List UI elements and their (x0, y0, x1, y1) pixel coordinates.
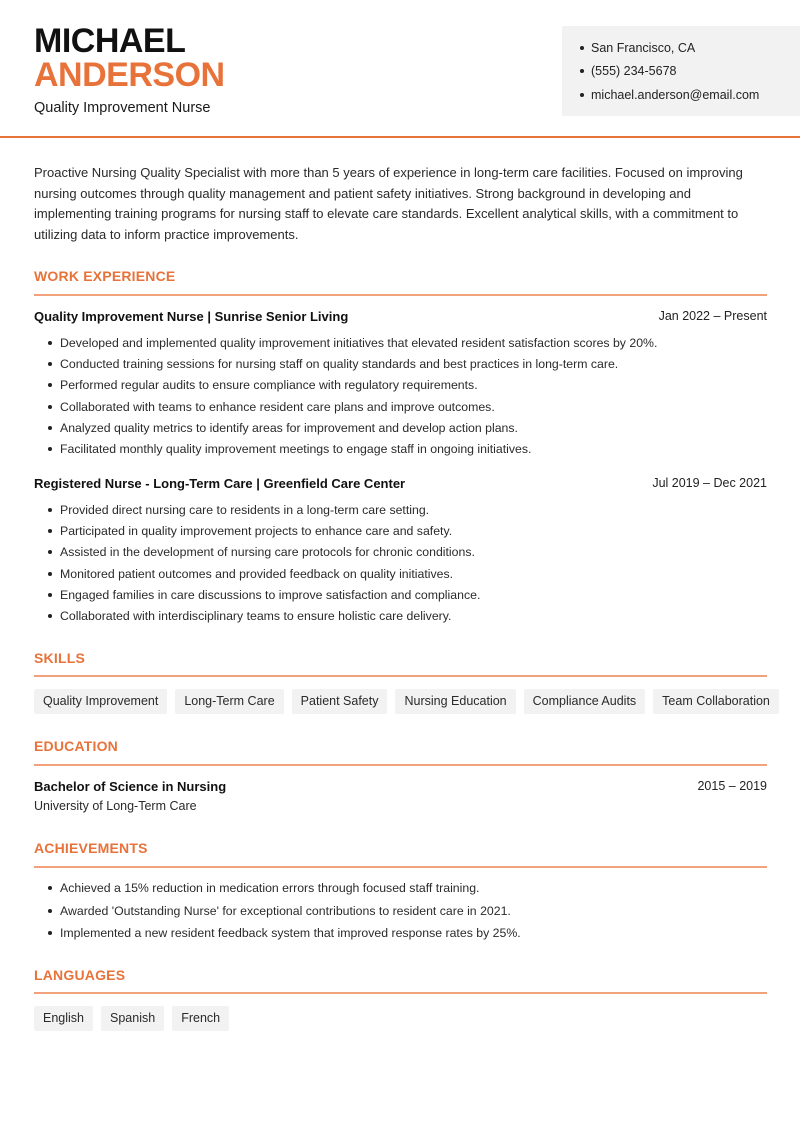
skill-chip: Team Collaboration (653, 689, 779, 714)
language-chip: French (172, 1006, 229, 1031)
job-header (34, 309, 767, 324)
list-item: Analyzed quality metrics to identify areas for improvement and develop action plans. (34, 417, 767, 438)
bullet-icon (580, 46, 584, 50)
skill-chip: Patient Safety (292, 689, 388, 714)
resume-header (0, 0, 800, 138)
section-divider (34, 866, 767, 868)
list-item: Conducted training sessions for nursing staff on quality standards and best practices in long-term care. (34, 353, 767, 374)
degree: Bachelor of Science in Nursing (34, 779, 227, 794)
skill-chip: Compliance Audits (524, 689, 646, 714)
job-bullets (34, 332, 767, 460)
list-item: Monitored patient outcomes and provided feedback on quality initiatives. (34, 563, 767, 584)
job-header (34, 476, 767, 491)
section-divider (34, 764, 767, 766)
language-chip: Spanish (101, 1006, 164, 1031)
list-item: Implemented a new resident feedback system that improved response rates by 25%. (34, 922, 767, 945)
list-item: Awarded 'Outstanding Nurse' for exceptional contributions to resident care in 2021. (34, 900, 767, 923)
section-title-work: WORK EXPERIENCE (34, 268, 176, 284)
list-item: Participated in quality improvement projects to enhance care and safety. (34, 520, 767, 541)
education-dates: 2015 – 2019 (697, 779, 767, 793)
list-item: Assisted in the development of nursing care protocols for chronic conditions. (34, 542, 767, 563)
language-chips (34, 1006, 229, 1031)
job-bullets (34, 499, 767, 627)
skills-chips (34, 689, 779, 714)
contact-box (562, 26, 800, 116)
list-item: Collaborated with interdisciplinary teams to ensure holistic care delivery. (34, 605, 767, 626)
job-role: Registered Nurse - Long-Term Care | Greenfield Care Center (34, 476, 406, 491)
summary: Proactive Nursing Quality Specialist with more than 5 years of experience in long-term care facilities. Focused on improving nursing outcomes through quality management and patient safety initiatives. Strong background in developing and implementing training programs for nursing staff to elevate care standards. Excellent analytical skills, with a commitment to utilizing data to inform practice improvements. (34, 165, 743, 243)
bullet-icon (580, 69, 584, 73)
list-item: Performed regular audits to ensure compliance with regulatory requirements. (34, 375, 767, 396)
job-role: Quality Improvement Nurse | Sunrise Senior Living (34, 309, 349, 324)
contact-phone: (555) 234-5678 (580, 60, 800, 84)
language-chip: English (34, 1006, 93, 1031)
achievement-bullets (34, 877, 767, 945)
section-title-languages: LANGUAGES (34, 967, 126, 983)
skill-chip: Nursing Education (395, 689, 515, 714)
bullet-icon (580, 93, 584, 97)
list-item: Engaged families in care discussions to improve satisfaction and compliance. (34, 584, 767, 605)
list-item: Achieved a 15% reduction in medication errors through focused staff training. (34, 877, 767, 900)
section-title-education: EDUCATION (34, 738, 118, 754)
job-dates: Jul 2019 – Dec 2021 (652, 476, 767, 490)
contact-location: San Francisco, CA (580, 36, 800, 60)
list-item: Collaborated with teams to enhance resident care plans and improve outcomes. (34, 396, 767, 417)
job-title: Quality Improvement Nurse (34, 100, 211, 116)
last-name: ANDERSON (34, 56, 225, 94)
list-item: Facilitated monthly quality improvement meetings to engage staff in ongoing initiatives. (34, 438, 767, 459)
school: University of Long-Term Care (34, 799, 197, 813)
section-title-skills: SKILLS (34, 650, 85, 666)
section-divider (34, 992, 767, 994)
section-title-achievements: ACHIEVEMENTS (34, 840, 148, 856)
education-header (34, 779, 767, 794)
list-item: Developed and implemented quality improvement initiatives that elevated resident satisfaction scores by 20%. (34, 332, 767, 353)
skill-chip: Long-Term Care (175, 689, 283, 714)
list-item: Provided direct nursing care to residents in a long-term care setting. (34, 499, 767, 520)
contact-email: michael.anderson@email.com (580, 83, 800, 107)
job-dates: Jan 2022 – Present (658, 309, 767, 323)
section-divider (34, 294, 767, 296)
first-name: MICHAEL (34, 22, 186, 60)
section-divider (34, 675, 767, 677)
skill-chip: Quality Improvement (34, 689, 167, 714)
